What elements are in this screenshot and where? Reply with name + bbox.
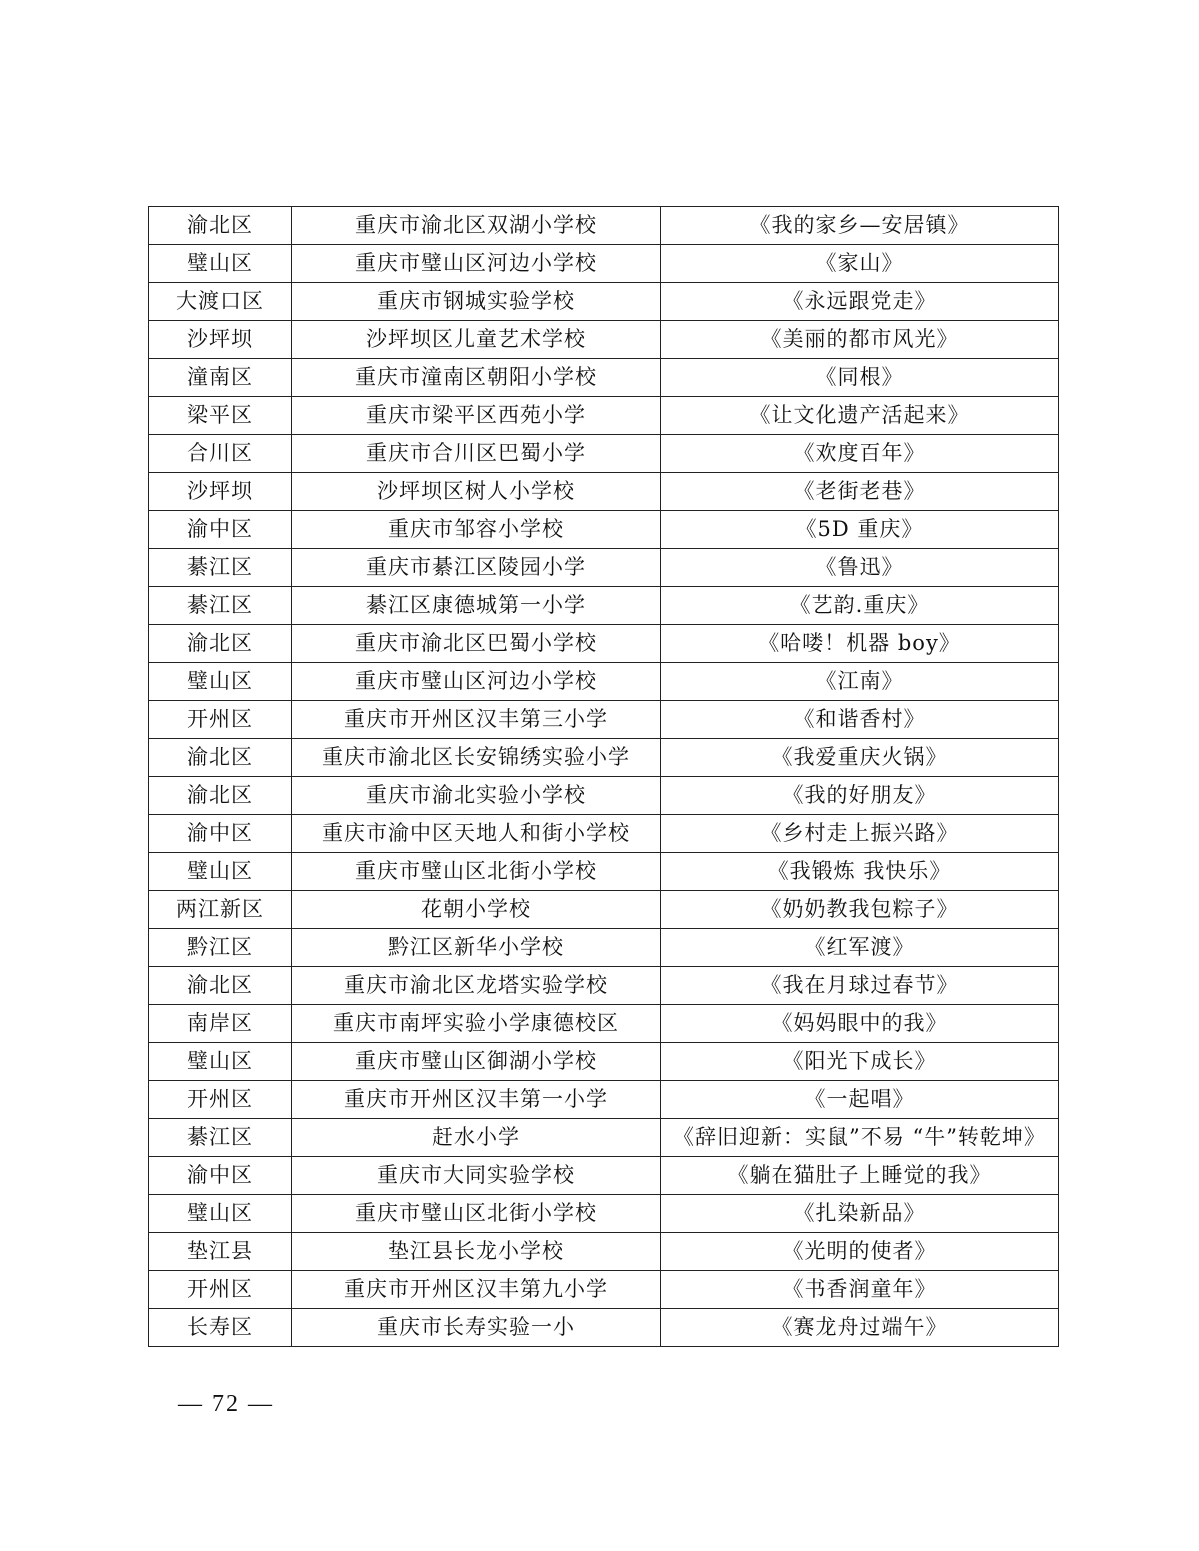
work-title-cell: 《让文化遗产活起来》: [661, 397, 1059, 435]
table-row: [149, 1157, 1059, 1195]
table-row: [149, 435, 1059, 473]
work-title-cell: 《赛龙舟过端午》: [661, 1309, 1059, 1347]
school-cell: 重庆市渝北区巴蜀小学校: [292, 625, 661, 663]
table-row: [149, 245, 1059, 283]
table-row: [149, 1271, 1059, 1309]
district-cell: 璧山区: [149, 245, 292, 283]
district-cell: 綦江区: [149, 587, 292, 625]
district-cell: 渝北区: [149, 207, 292, 245]
table-row: [149, 207, 1059, 245]
school-cell: 重庆市璧山区河边小学校: [292, 245, 661, 283]
district-cell: 黔江区: [149, 929, 292, 967]
school-cell: 重庆市璧山区北街小学校: [292, 1195, 661, 1233]
district-cell: 綦江区: [149, 1119, 292, 1157]
table-row: [149, 1195, 1059, 1233]
table-row: [149, 473, 1059, 511]
work-title-cell: 《江南》: [661, 663, 1059, 701]
district-cell: 潼南区: [149, 359, 292, 397]
work-title-cell: 《我爱重庆火锅》: [661, 739, 1059, 777]
district-cell: 渝中区: [149, 815, 292, 853]
school-cell: 黔江区新华小学校: [292, 929, 661, 967]
table-row: [149, 701, 1059, 739]
work-title-cell: 《扎染新品》: [661, 1195, 1059, 1233]
district-cell: 璧山区: [149, 663, 292, 701]
district-cell: 渝中区: [149, 511, 292, 549]
table-row: [149, 549, 1059, 587]
table-row: [149, 1005, 1059, 1043]
work-title-cell: 《红军渡》: [661, 929, 1059, 967]
district-cell: 长寿区: [149, 1309, 292, 1347]
district-cell: 渝北区: [149, 625, 292, 663]
district-cell: 合川区: [149, 435, 292, 473]
school-cell: 重庆市璧山区河边小学校: [292, 663, 661, 701]
table-row: [149, 967, 1059, 1005]
school-cell: 重庆市合川区巴蜀小学: [292, 435, 661, 473]
school-cell: 重庆市渝北实验小学校: [292, 777, 661, 815]
work-title-cell: 《老街老巷》: [661, 473, 1059, 511]
school-cell: 赶水小学: [292, 1119, 661, 1157]
district-cell: 开州区: [149, 1081, 292, 1119]
table-row: [149, 1119, 1059, 1157]
work-title-cell: 《一起唱》: [661, 1081, 1059, 1119]
table-row: [149, 283, 1059, 321]
work-title-cell: 《躺在猫肚子上睡觉的我》: [661, 1157, 1059, 1195]
table-row: [149, 739, 1059, 777]
district-cell: 璧山区: [149, 853, 292, 891]
work-title-cell: 《光明的使者》: [661, 1233, 1059, 1271]
work-title-cell: 《5D 重庆》: [661, 511, 1059, 549]
table-row: [149, 853, 1059, 891]
school-cell: 重庆市潼南区朝阳小学校: [292, 359, 661, 397]
school-cell: 重庆市渝北区长安锦绣实验小学: [292, 739, 661, 777]
work-title-cell: 《鲁迅》: [661, 549, 1059, 587]
work-title-cell: 《乡村走上振兴路》: [661, 815, 1059, 853]
school-cell: 重庆市邹容小学校: [292, 511, 661, 549]
table-row: [149, 815, 1059, 853]
district-cell: 两江新区: [149, 891, 292, 929]
table-row: [149, 1043, 1059, 1081]
table-row: [149, 511, 1059, 549]
work-title-cell: 《同根》: [661, 359, 1059, 397]
table-row: [149, 929, 1059, 967]
school-cell: 花朝小学校: [292, 891, 661, 929]
district-cell: 梁平区: [149, 397, 292, 435]
awards-table: [148, 206, 1059, 1347]
district-cell: 渝北区: [149, 739, 292, 777]
work-title-cell: 《家山》: [661, 245, 1059, 283]
table-row: [149, 891, 1059, 929]
page-number: — 72 —: [178, 1391, 274, 1417]
school-cell: 重庆市渝北区双湖小学校: [292, 207, 661, 245]
school-cell: 重庆市渝北区龙塔实验学校: [292, 967, 661, 1005]
table-row: [149, 587, 1059, 625]
work-title-cell: 《辞旧迎新：实鼠”不易 “牛”转乾坤》: [661, 1119, 1059, 1157]
work-title-cell: 《奶奶教我包粽子》: [661, 891, 1059, 929]
work-title-cell: 《美丽的都市风光》: [661, 321, 1059, 359]
work-title-cell: 《哈喽！机器 boy》: [661, 625, 1059, 663]
school-cell: 重庆市南坪实验小学康德校区: [292, 1005, 661, 1043]
district-cell: 綦江区: [149, 549, 292, 587]
school-cell: 重庆市梁平区西苑小学: [292, 397, 661, 435]
work-title-cell: 《欢度百年》: [661, 435, 1059, 473]
district-cell: 渝北区: [149, 967, 292, 1005]
work-title-cell: 《妈妈眼中的我》: [661, 1005, 1059, 1043]
district-cell: 开州区: [149, 701, 292, 739]
table-row: [149, 321, 1059, 359]
work-title-cell: 《我的家乡—安居镇》: [661, 207, 1059, 245]
school-cell: 沙坪坝区树人小学校: [292, 473, 661, 511]
school-cell: 重庆市开州区汉丰第九小学: [292, 1271, 661, 1309]
table-row: [149, 1081, 1059, 1119]
table-row: [149, 1309, 1059, 1347]
district-cell: 沙坪坝: [149, 473, 292, 511]
table-row: [149, 359, 1059, 397]
district-cell: 渝中区: [149, 1157, 292, 1195]
district-cell: 大渡口区: [149, 283, 292, 321]
table-row: [149, 663, 1059, 701]
school-cell: 沙坪坝区儿童艺术学校: [292, 321, 661, 359]
district-cell: 南岸区: [149, 1005, 292, 1043]
table-row: [149, 1233, 1059, 1271]
school-cell: 重庆市长寿实验一小: [292, 1309, 661, 1347]
school-cell: 重庆市渝中区天地人和街小学校: [292, 815, 661, 853]
school-cell: 重庆市开州区汉丰第一小学: [292, 1081, 661, 1119]
district-cell: 渝北区: [149, 777, 292, 815]
school-cell: 重庆市大同实验学校: [292, 1157, 661, 1195]
district-cell: 璧山区: [149, 1195, 292, 1233]
table-row: [149, 777, 1059, 815]
school-cell: 重庆市璧山区北街小学校: [292, 853, 661, 891]
work-title-cell: 《和谐香村》: [661, 701, 1059, 739]
school-cell: 重庆市璧山区御湖小学校: [292, 1043, 661, 1081]
work-title-cell: 《艺韵.重庆》: [661, 587, 1059, 625]
district-cell: 开州区: [149, 1271, 292, 1309]
school-cell: 重庆市綦江区陵园小学: [292, 549, 661, 587]
work-title-cell: 《我的好朋友》: [661, 777, 1059, 815]
work-title-cell: 《书香润童年》: [661, 1271, 1059, 1309]
school-cell: 重庆市钢城实验学校: [292, 283, 661, 321]
work-title-cell: 《我锻炼 我快乐》: [661, 853, 1059, 891]
district-cell: 璧山区: [149, 1043, 292, 1081]
district-cell: 沙坪坝: [149, 321, 292, 359]
work-title-cell: 《永远跟党走》: [661, 283, 1059, 321]
table-row: [149, 625, 1059, 663]
table-body: [149, 207, 1059, 1347]
district-cell: 垫江县: [149, 1233, 292, 1271]
work-title-cell: 《阳光下成长》: [661, 1043, 1059, 1081]
school-cell: 綦江区康德城第一小学: [292, 587, 661, 625]
table-row: [149, 397, 1059, 435]
work-title-cell: 《我在月球过春节》: [661, 967, 1059, 1005]
school-cell: 垫江县长龙小学校: [292, 1233, 661, 1271]
school-cell: 重庆市开州区汉丰第三小学: [292, 701, 661, 739]
